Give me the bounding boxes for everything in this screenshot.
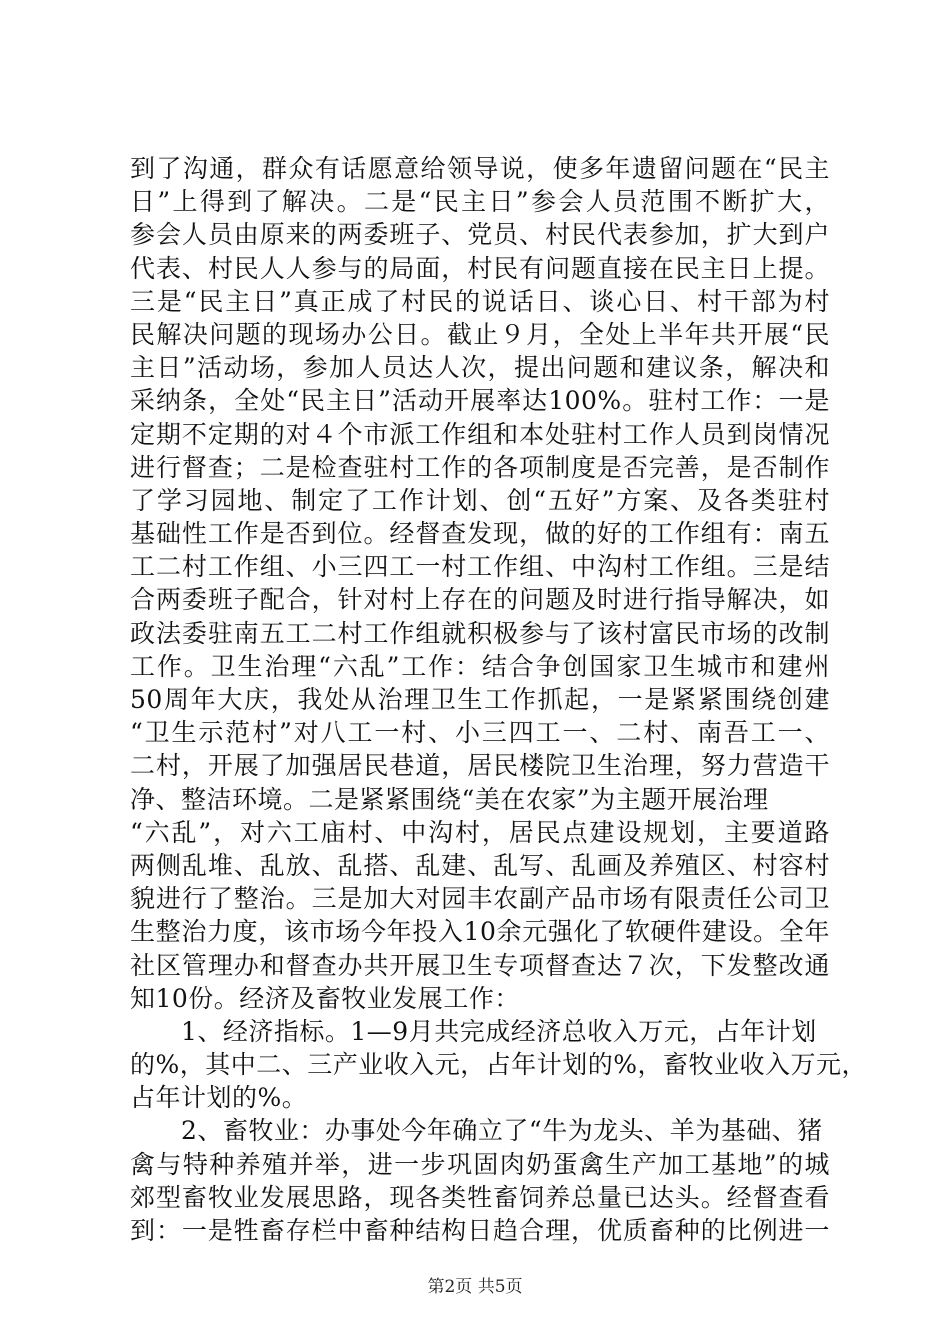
body-line: 工二村工作组、小三四工一村工作组、中沟村工作组。三是结 — [130, 552, 830, 582]
body-line: 代表、村民人人参与的局面，村民有问题直接在民主日上提。 — [130, 253, 830, 283]
body-line: 郊型畜牧业发展思路，现各类牲畜饲养总量已达头。经督查看 — [130, 1182, 830, 1212]
body-line: 政法委驻南五工二村工作组就积极参与了该村富民市场的改制 — [130, 618, 830, 648]
body-line: 2、畜牧业：办事处今年确立了“牛为龙头、羊为基础、猪 — [130, 1116, 823, 1146]
body-line: 了学习园地、制定了工作计划、创“五好”方案、及各类驻村 — [130, 485, 830, 515]
body-line: 社区管理办和督查办共开展卫生专项督查达７次，下发整改通 — [130, 950, 830, 980]
body-line: 二村，开展了加强居民巷道，居民楼院卫生治理，努力营造干 — [130, 751, 830, 781]
page-number-footer: 第2页 共5页 — [427, 1277, 523, 1297]
body-line: 到：一是牲畜存栏中畜种结构日趋合理，优质畜种的比例进一 — [130, 1216, 830, 1245]
body-line: 进行督查；二是检查驻村工作的各项制度是否完善，是否制作 — [130, 452, 830, 482]
body-line: 工作。卫生治理“六乱”工作：结合争创国家卫生城市和建州 — [130, 651, 830, 681]
body-line: 貌进行了整治。三是加大对园丰农副产品市场有限责任公司卫 — [130, 884, 830, 914]
body-line: 净、整洁环境。二是紧紧围绕“美在农家”为主题开展治理 — [130, 784, 769, 814]
body-line: 定期不定期的对４个市派工作组和本处驻村工作人员到岗情况 — [130, 419, 830, 449]
body-line: 占年计划的%。 — [130, 1083, 308, 1113]
body-line: “六乱”，对六工庙村、中沟村，居民点建设规划，主要道路 — [130, 817, 830, 847]
body-line: 1、经济指标。1—9月共完成经济总收入万元，占年计划 — [130, 1016, 817, 1046]
body-line: 生整治力度，该市场今年投入10余元强化了软硬件建设。全年 — [130, 917, 830, 947]
body-line: “卫生示范村”对八工一村、小三四工一、二村、南吾工一、 — [130, 718, 830, 748]
body-line: 50周年大庆，我处从治理卫生工作抓起，一是紧紧围绕创建 — [130, 685, 830, 714]
body-line: 参会人员由原来的两委班子、党员、村民代表参加，扩大到户 — [130, 220, 830, 250]
body-line: 采纳条，全处“民主日”活动开展率达100%。驻村工作：一是 — [130, 386, 830, 416]
document-body — [130, 152, 868, 1247]
body-line: 基础性工作是否到位。经督查发现，做的好的工作组有：南五 — [130, 519, 830, 549]
body-line: 主日”活动场，参加人员达人次，提出问题和建议条，解决和 — [130, 353, 830, 383]
body-line: 民解决问题的现场办公日。截止９月，全处上半年共开展“民 — [130, 319, 830, 349]
body-line: 到了沟通，群众有话愿意给领导说，使多年遗留问题在“民主 — [130, 154, 830, 183]
body-line: 日”上得到了解决。二是“民主日”参会人员范围不断扩大， — [130, 187, 830, 217]
body-line: 禽与特种养殖并举，进一步巩固肉奶蛋禽生产加工基地”的城 — [130, 1149, 830, 1179]
body-line: 两侧乱堆、乱放、乱搭、乱建、乱写、乱画及养殖区、村容村 — [130, 850, 830, 880]
body-line: 三是“民主日”真正成了村民的说话日、谈心日、村干部为村 — [130, 286, 830, 316]
body-line: 的%，其中二、三产业收入元，占年计划的%，畜牧业收入万元， — [130, 1050, 868, 1080]
body-line: 知10份。经济及畜牧业发展工作： — [130, 983, 520, 1013]
body-line: 合两委班子配合，针对村上存在的问题及时进行指导解决，如 — [130, 585, 830, 615]
